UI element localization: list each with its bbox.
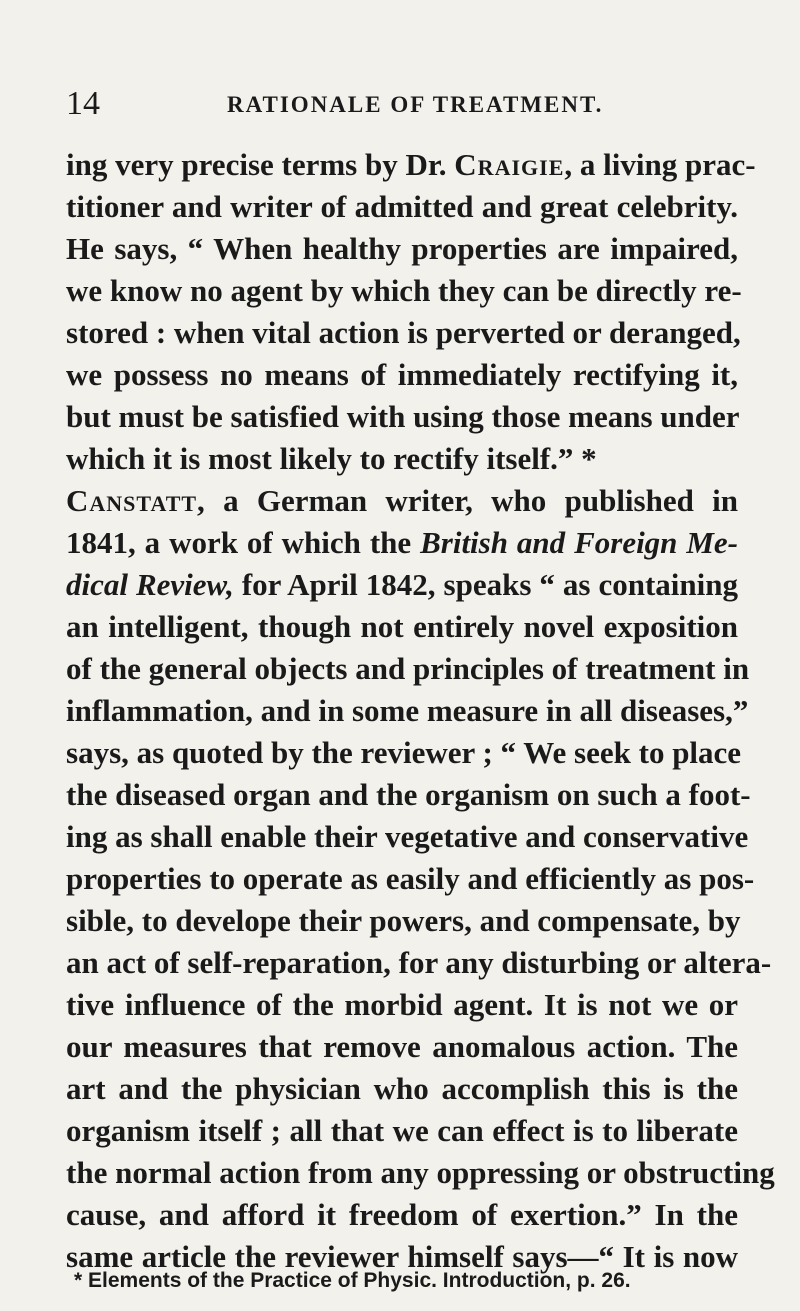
text-run: an intelligent, though not entirely novel exposition bbox=[66, 609, 738, 644]
text-line bbox=[66, 732, 742, 774]
text-line bbox=[66, 438, 738, 480]
text-run: we know no agent by which they can be directly re- bbox=[66, 273, 742, 308]
text-line bbox=[66, 144, 756, 186]
text-run: , a German writer, who published in bbox=[197, 483, 738, 518]
text-run: of the general objects and principles of treatment in bbox=[66, 651, 750, 686]
text-line bbox=[66, 858, 755, 900]
text-line bbox=[66, 648, 750, 690]
text-run: our measures that remove anomalous action. The bbox=[66, 1029, 738, 1064]
text-run: 1841, a work of which the bbox=[66, 525, 421, 560]
text-line bbox=[66, 186, 738, 228]
text-run: organism itself ; all that we can effect is to liberate bbox=[66, 1113, 738, 1148]
text-run: the diseased organ and the organism on such a foot- bbox=[66, 777, 751, 812]
text-run: same article the reviewer himself says—“ It is now bbox=[66, 1239, 738, 1274]
text-line bbox=[66, 1152, 775, 1194]
footnote: * Elements of the Practice of Physic. Introduction, p. 26. bbox=[74, 1269, 631, 1292]
text-line bbox=[66, 606, 738, 648]
text-line bbox=[66, 774, 751, 816]
text-run: titioner and writer of admitted and great celebrity. bbox=[66, 189, 738, 224]
text-line bbox=[66, 522, 738, 564]
text-run: says, as quoted by the reviewer ; “ We seek to place bbox=[66, 735, 742, 770]
text-line bbox=[66, 564, 738, 606]
text-line bbox=[66, 900, 741, 942]
text-line bbox=[66, 1194, 738, 1236]
text-run: ing as shall enable their vegetative and conservative bbox=[66, 819, 749, 854]
text-line bbox=[66, 816, 749, 858]
running-title: RATIONALE OF TREATMENT. bbox=[227, 92, 604, 117]
text-run: sible, to develope their powers, and compensate, by bbox=[66, 903, 741, 938]
text-run: for April 1842, speaks “ as containing bbox=[233, 567, 738, 602]
text-run: the normal action from any oppressing or obstructing bbox=[66, 1155, 775, 1190]
text-line bbox=[66, 396, 738, 438]
text-run: cause, and afford it freedom of exertion.” In the bbox=[66, 1197, 738, 1232]
text-line bbox=[66, 228, 738, 270]
text-line bbox=[66, 1110, 738, 1152]
text-run: inflammation, and in some measure in all diseases,” bbox=[66, 693, 749, 728]
name-small-caps: Craigie bbox=[454, 147, 565, 182]
page-header bbox=[66, 84, 738, 124]
italic-title: British and Foreign Me- bbox=[420, 525, 738, 560]
italic-title: dical Review, bbox=[66, 567, 234, 602]
text-line bbox=[66, 354, 738, 396]
text-run: but must be satisfied with using those means under bbox=[66, 399, 740, 434]
text-run: tive influence of the morbid agent. It is not we or bbox=[66, 987, 738, 1022]
text-line bbox=[66, 984, 738, 1026]
text-line bbox=[66, 690, 749, 732]
text-line bbox=[66, 270, 742, 312]
text-run: ing very precise terms by Dr. bbox=[66, 147, 455, 182]
text-run: which it is most likely to rectify itself.” * bbox=[66, 441, 597, 476]
text-run: we possess no means of immediately rectifying it, bbox=[66, 357, 738, 392]
body-text bbox=[66, 144, 775, 1278]
text-line bbox=[66, 1026, 738, 1068]
text-run: an act of self-reparation, for any disturbing or altera- bbox=[66, 945, 772, 980]
text-run: properties to operate as easily and efficiently as pos- bbox=[66, 861, 755, 896]
text-line bbox=[66, 1068, 738, 1110]
page-number: 14 bbox=[66, 85, 100, 122]
text-line bbox=[66, 480, 738, 522]
text-run: He says, “ When healthy properties are impaired, bbox=[66, 231, 738, 266]
text-run: stored : when vital action is perverted or deranged, bbox=[66, 315, 741, 350]
name-small-caps: Canstatt bbox=[66, 483, 198, 518]
text-run: , a living prac- bbox=[564, 147, 756, 182]
text-run: art and the physician who accomplish this is the bbox=[66, 1071, 738, 1106]
text-line bbox=[66, 942, 772, 984]
text-line bbox=[66, 312, 741, 354]
